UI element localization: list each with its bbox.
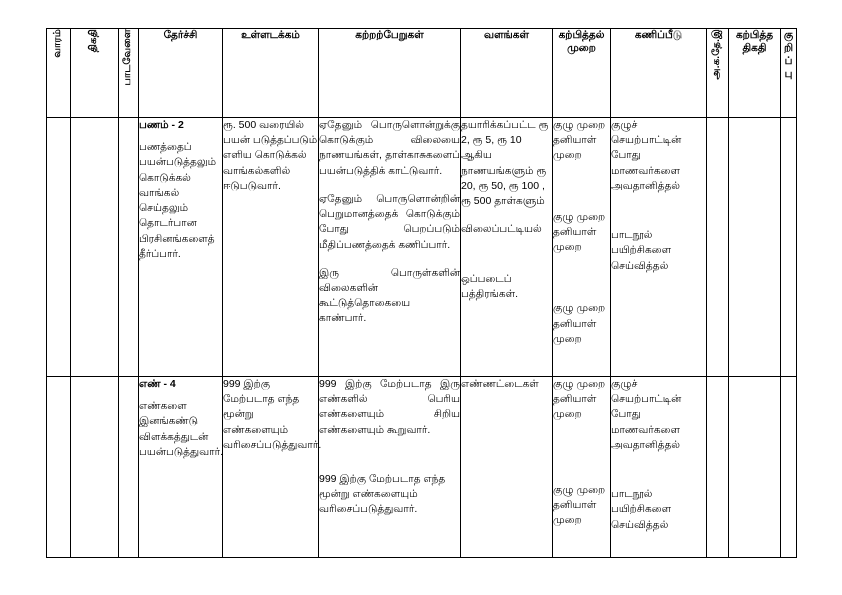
cell-date [71, 118, 119, 377]
cell-period [119, 118, 139, 377]
cell-content [223, 118, 319, 377]
table-row [47, 377, 797, 558]
column-header-taught-date [729, 29, 781, 118]
cell-aktei [707, 377, 729, 558]
content-text: ரூ. 500 வரையில் பயன் படுத்தப்படும் எளிய கொடுக்கல் வாங்கல்களில் ஈடுபடுவார். [223, 119, 318, 192]
method-item: குழு முறை தனியாள் முறை [553, 378, 606, 421]
assessment-item: பாடநூல் பயிற்சிகளை செய்வித்தல் [611, 229, 672, 272]
table-body [47, 118, 797, 558]
cell-competency [139, 118, 223, 377]
column-header-assessment-label: கணிப்பீடு [634, 29, 683, 41]
column-header-teaching-method [553, 29, 611, 118]
assessment-item: குழுச் செயற்பாட்டின் போது மாணவர்களை அவதானித்தல் [611, 378, 682, 451]
cell-period [119, 377, 139, 558]
resource-item: எண்ணட்டைகள் [461, 378, 539, 390]
column-header-aktei [707, 29, 729, 118]
cell-aktei [707, 118, 729, 377]
cell-remarks [781, 377, 797, 558]
resource-item: விலைப்பட்டியல் [461, 223, 542, 236]
cell-week [47, 118, 71, 377]
resource-item: ஒப்படைப் பத்திரங்கள். [461, 272, 518, 300]
column-header-period-label: பாடவேளை [122, 29, 134, 86]
cell-assessment [611, 377, 707, 558]
column-header-aktei-label: அ.க.தே.இ [711, 29, 723, 80]
table-header [47, 29, 797, 118]
method-item: குழு முறை தனியாள் முறை [553, 302, 606, 345]
competency-title: எண் - 4 [139, 378, 176, 390]
assessment-item: பாடநூல் பயிற்சிகளை செய்வித்தல் [611, 488, 672, 531]
header-row [47, 29, 797, 118]
cell-teaching-method [553, 118, 611, 377]
cell-week [47, 377, 71, 558]
column-header-learning-outcomes [319, 29, 461, 118]
column-header-competency [139, 29, 223, 118]
lesson-plan-table [46, 28, 797, 558]
column-header-week [47, 29, 71, 118]
column-header-week-label: வாரம் [52, 29, 64, 58]
cell-resources [461, 118, 553, 377]
outcome-item: 999 இற்கு மேற்படாத எந்த மூன்று எண்களையும் வரிசைப்படுத்துவார். [319, 472, 446, 516]
column-header-resources-label: வளங்கள் [484, 29, 529, 41]
cell-taught-date [729, 377, 781, 558]
competency-body: எண்களை இனங்கண்டு விளக்கத்துடன் பயன்படுத்துவார். [139, 400, 224, 458]
column-header-content [223, 29, 319, 118]
method-item: குழு முறை தனியாள் முறை [553, 210, 606, 254]
column-header-date [71, 29, 119, 118]
column-header-date-label: திகதி [88, 29, 100, 53]
cell-taught-date [729, 118, 781, 377]
method-item: குழு முறை தனியாள் முறை [553, 483, 606, 527]
column-header-resources [461, 29, 553, 118]
cell-learning-outcomes [319, 377, 461, 558]
outcome-item: ஏதேனும் பொருளொன்றுக்கு கொடுக்கும் விலையை நாணயங்கள், தாள்காசுகளைப் பயன்படுத்திக் காட்டுவார். [319, 119, 460, 177]
column-header-assessment [611, 29, 707, 118]
outcome-item: இரு பொருள்களின் விலைகளின் கூட்டுத்தொகையை காண்பார். [319, 266, 460, 325]
cell-competency [139, 377, 223, 558]
method-item: குழு முறை தனியாள் முறை [553, 119, 606, 162]
column-header-learning-outcomes-label: கற்றற்பேறுகள் [355, 29, 424, 41]
assessment-item: குழுச் செயற்பாட்டின் போது மாணவர்களை அவதானித்தல் [611, 119, 682, 192]
content-text: 999 இற்கு மேற்படாத எந்த மூன்று எண்களையும் வரிசைப்படுத்துவார். [223, 378, 322, 451]
column-header-teaching-method-label: கற்பித்தல் முறை [558, 29, 605, 55]
table-row [47, 118, 797, 377]
cell-content [223, 377, 322, 558]
resource-item: தயாரிக்கப்பட்ட ரூ 2, ரூ 5, ரூ 10 ஆகிய நாணயங்களும் ரூ 20, ரூ 50, ரூ 100 , ரூ 500 தாள்களும் [461, 119, 549, 208]
column-header-period [119, 29, 139, 118]
cell-remarks [781, 118, 797, 377]
column-header-remarks-label: குறிப்பு [783, 29, 794, 81]
cell-resources [461, 377, 553, 558]
competency-body: பணத்தைப் பயன்படுத்தலும் கொடுக்கல் வாங்கல் செய்தலும் தொடர்பான பிரசினங்களைத் தீர்ப்பார். [139, 141, 217, 260]
cell-date [71, 377, 119, 558]
column-header-competency-label: தேர்ச்சி [163, 29, 198, 41]
competency-title: பணம் - 2 [139, 119, 184, 131]
cell-teaching-method [553, 377, 611, 558]
outcome-item: ஏதேனும் பொருளொன்றின் பெறுமானத்தைக் கொடுக்கும் போது பெறப்படும் மீதிப்பணத்தைக் கணிப்பார். [319, 192, 460, 251]
outcome-item: 999 இற்கு மேற்படாத இரு எண்களில் பெரிய எண்களையும் சிறிய எண்களையும் கூறுவார். [319, 378, 460, 436]
column-header-remarks [781, 29, 797, 118]
cell-learning-outcomes [319, 118, 461, 377]
column-header-taught-date-label: கற்பித்த திகதி [735, 29, 774, 55]
cell-assessment [611, 118, 707, 377]
column-header-content-label: உள்ளடக்கம் [241, 29, 300, 41]
